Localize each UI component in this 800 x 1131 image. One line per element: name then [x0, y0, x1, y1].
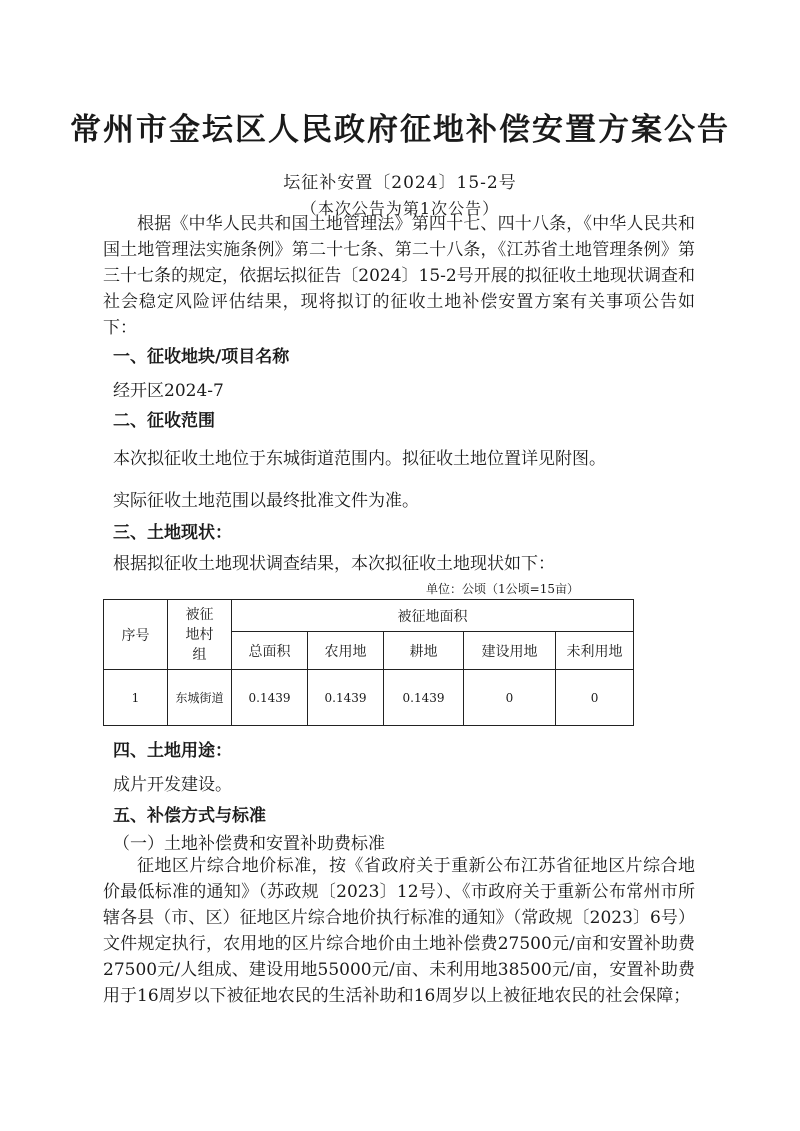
status-text: 根据拟征收土地现状调查结果，本次拟征收土地现状如下： [113, 554, 555, 574]
section-4-heading: 四、土地用途： [113, 741, 232, 761]
section-1-heading: 一、征收地块/项目名称 [113, 347, 290, 367]
subsection-heading: （一）土地补偿费和安置补助费标准 [113, 834, 385, 854]
header-farmland: 农用地 [308, 632, 384, 670]
table-row [104, 670, 634, 726]
cell-unused: 0 [556, 670, 634, 726]
notice-count: （本次公告为第1次公告） [300, 199, 500, 218]
section-2-heading: 二、征收范围 [113, 411, 215, 431]
header-seq: 序号 [104, 600, 168, 670]
scope-text-2: 实际征收土地范围以最终批准文件为准。 [113, 491, 419, 511]
header-area-group: 被征地面积 [232, 600, 634, 632]
section-3-heading: 三、土地现状： [113, 523, 232, 543]
cell-farm: 0.1439 [308, 670, 384, 726]
cell-seq: 1 [104, 670, 168, 726]
document-number: 坛征补安置〔2024〕15-2号 [283, 173, 517, 193]
header-cultivated: 耕地 [384, 632, 464, 670]
scope-text-1: 本次拟征收土地位于东城街道范围内。拟征收土地位置详见附图。 [113, 449, 606, 469]
land-status-table [103, 599, 634, 726]
page-title: 常州市金坛区人民政府征地补偿安置方案公告 [70, 112, 730, 148]
land-use-text: 成片开发建设。 [113, 775, 232, 795]
unit-note: 单位：公顷（1公顷=15亩） [426, 582, 579, 596]
intro-paragraph: 根据《中华人民共和国土地管理法》第四十七、四十八条，《中华人民共和国土地管理法实施条例》第二十七条、第二十八条，《江苏省土地管理条例》第三十七条的规定，依据坛拟征告〔2024〕15-2号开展的拟征收土地现状调查和社会稳定风险评估结果，现将拟订的征收土地补偿安置方案有关事项公告如下： [103, 214, 695, 338]
cell-total: 0.1439 [232, 670, 308, 726]
header-construction: 建设用地 [464, 632, 556, 670]
header-total-area: 总面积 [232, 632, 308, 670]
cell-cultivated: 0.1439 [384, 670, 464, 726]
header-village: 被征地村组 [168, 600, 232, 670]
section-5-heading: 五、补偿方式与标准 [113, 806, 266, 826]
header-unused: 未利用地 [556, 632, 634, 670]
cell-village: 东城街道 [168, 670, 232, 726]
project-name: 经开区2024-7 [113, 381, 224, 401]
compensation-paragraph: 征地区片综合地价标准，按《省政府关于重新公布江苏省征地区片综合地价最低标准的通知》（苏政规〔2023〕12号）、《市政府关于重新公布常州市所辖各县（市、区）征地区片综合地价执行标准的通知》（常政规〔2023〕6号）文件规定执行，农用地的区片综合地价由土地补偿费27500元/亩和安置补助费27500元/人组成、建设用地55000元/亩、未利用地38500元/亩，安置补助费用于16周岁以下被征地农民的生活补助和16周岁以上被征地农民的社会保障； [103, 856, 696, 1006]
cell-construction: 0 [464, 670, 556, 726]
